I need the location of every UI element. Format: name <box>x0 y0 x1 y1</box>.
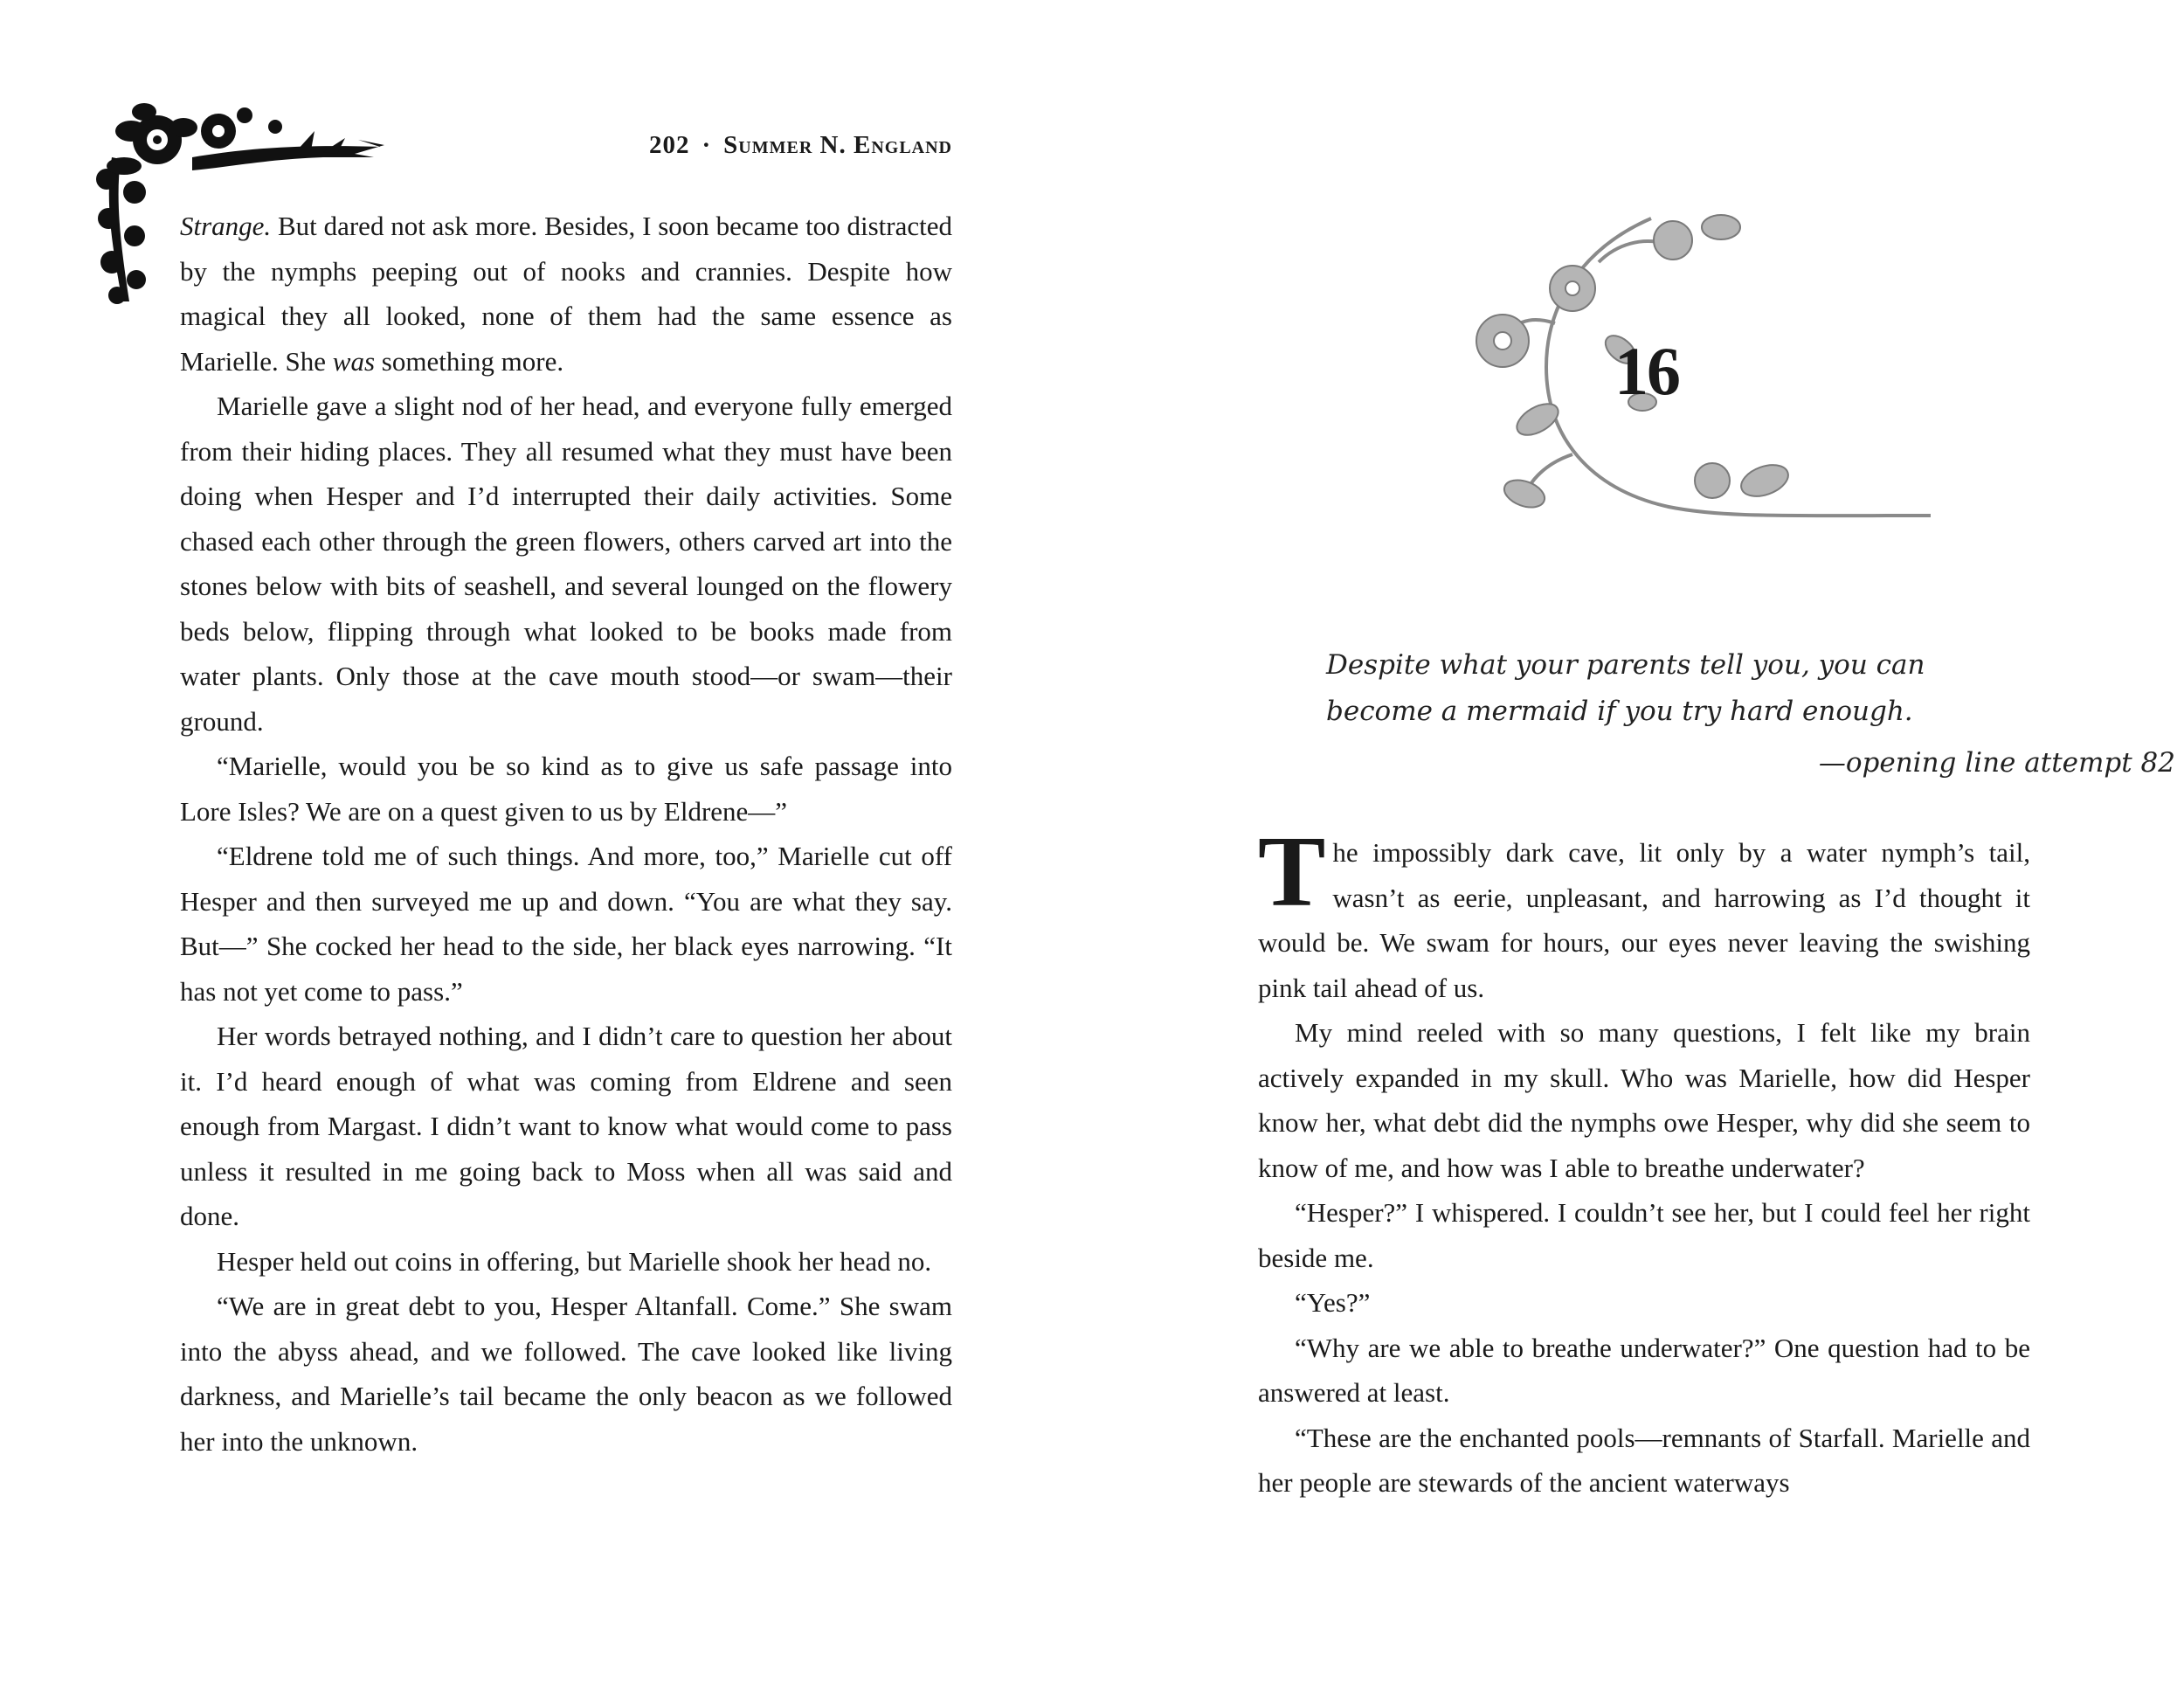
paragraph: Her words betrayed nothing, and I didn’t care to question her about it. I’d heard enough of what was coming from Eldrene and seen enough from Margast. I didn’t want to know what would come to pass unless it resulted in me going back to Moss when all was said and done. <box>180 1021 952 1231</box>
italic-word: was <box>332 345 376 377</box>
paragraph-text: he impossibly dark cave, lit only by a water nymph’s tail, wasn’t as eerie, unpleasant, and harrowing as I’d thought it would be. We swam for hours, our eyes never leaving the swishing pink tail ahead of us. <box>1258 837 2030 1003</box>
running-head <box>612 131 952 160</box>
paragraph: My mind reeled with so many questions, I felt like my brain actively expanded in my skull. Who was Marielle, how did Hesper know her, what debt did the nymphs owe Hesper, why did she seem to know of me, and how was I able to breathe underwater? <box>1258 1017 2030 1183</box>
italic-lead: Strange. <box>180 211 272 241</box>
opening-paragraph <box>1258 816 2030 1010</box>
page-number: 202 <box>649 131 690 159</box>
right-body-text <box>1258 816 2030 1506</box>
epigraph: Despite what your parents tell you, you can become a mermaid if you try hard enough. <box>1326 649 1925 727</box>
paragraph: “Yes?” <box>1295 1287 1371 1318</box>
paragraph: “Why are we able to breathe underwater?” One question had to be answered at least. <box>1258 1332 2030 1408</box>
paragraph: “Hesper?” I whispered. I couldn’t see her, but I could feel her right beside me. <box>1258 1197 2030 1273</box>
paragraph: “Eldrene told me of such things. And more, too,” Marielle cut off Hesper and then surveyed me up and down. “You are what they say. But—” She cocked her head to the side, her black eyes narrowing. “It has not yet come to pass.” <box>180 841 952 1007</box>
chapter-number: 16 <box>1614 333 1679 409</box>
paragraph: Marielle gave a slight nod of her head, and everyone fully emerged from their hiding places. They all resumed what they must have been doing when Hesper and I’d interrupted their daily activities. Some chased each other through the green flowers, others carved art into the stones below with bits of seashell, and several lounged on the flowery beds below, flipping through what looked to be books made from water plants. Only those at the cave mouth stood—or swam—their ground. <box>180 391 952 737</box>
running-head-separator: · <box>702 131 712 159</box>
paragraph: “Marielle, would you be so kind as to give us safe passage into Lore Isles? We are on a quest given to us by Eldrene—” <box>180 751 952 827</box>
paragraph-tail: something more. <box>375 345 564 377</box>
paragraph: “We are in great debt to you, Hesper Altanfall. Come.” She swam into the abyss ahead, and we followed. The cave looked like living darkness, and Marielle’s tail became the only beacon as we followed her into the unknown. <box>180 1291 952 1457</box>
left-body-text <box>180 204 952 1464</box>
epigraph-attribution: —opening line attempt 82 <box>1818 747 2175 779</box>
paragraph <box>180 204 952 384</box>
paragraph-text: But dared not ask more. Besides, I soon became too distracted by the nymphs peeping out of nooks and crannies. Despite how magical they all looked, none of them had the same essence as Marielle. She <box>180 211 952 377</box>
paragraph: “These are the enchanted pools—remnants of Starfall. Marielle and her people are stewards of the ancient waterways <box>1258 1422 2030 1498</box>
author-name: Summer N. England <box>723 131 952 159</box>
paragraph: Hesper held out coins in offering, but Marielle shook her head no. <box>217 1245 932 1277</box>
right-page <box>1092 0 2184 1683</box>
drop-cap: T <box>1258 816 1326 928</box>
